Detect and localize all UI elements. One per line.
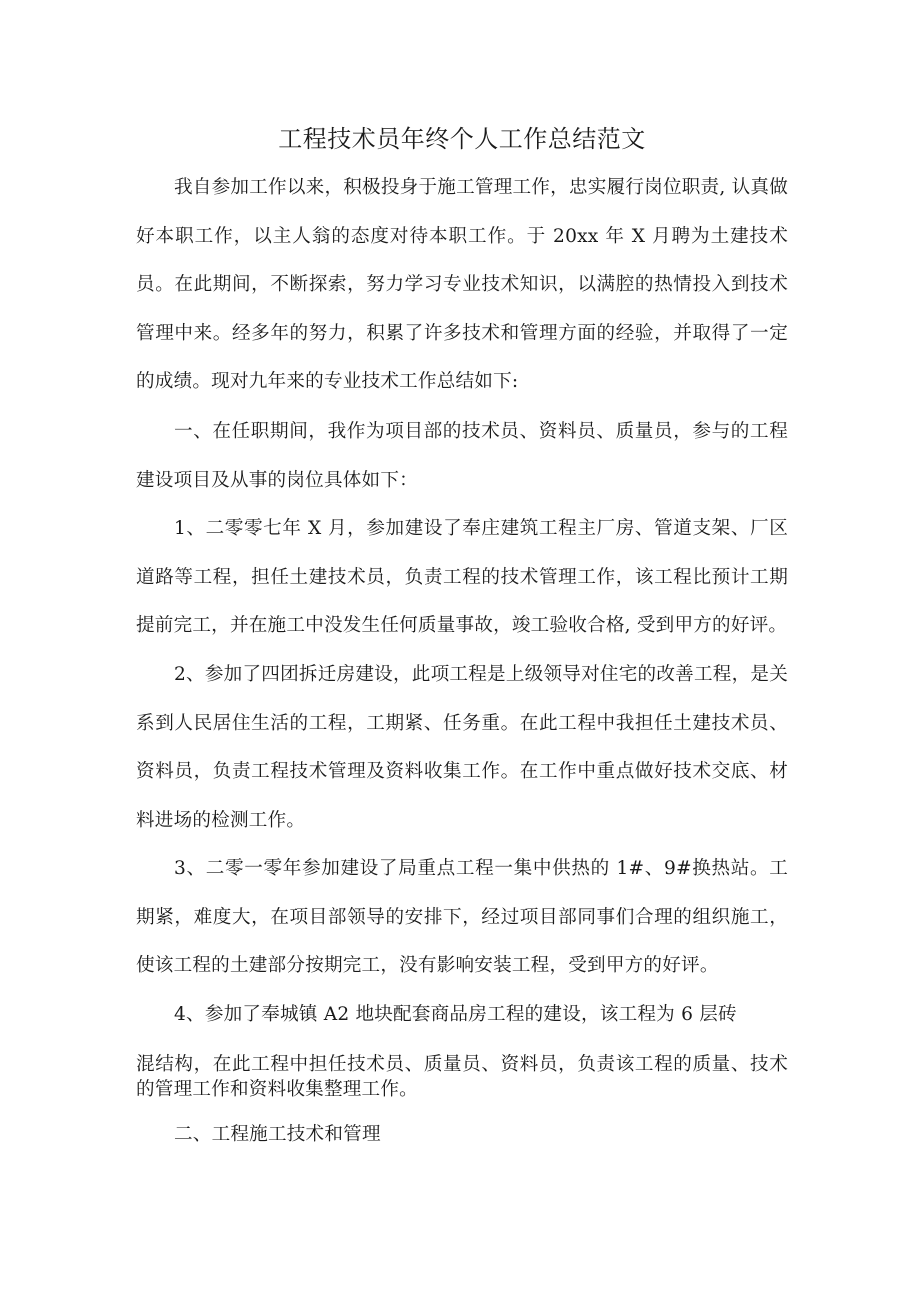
paragraph-item-4-line-1: 4、参加了奉城镇 A2 地块配套商品房工程的建设，该工程为 6 层砖	[174, 1004, 737, 1025]
paragraph-intro: 我自参加工作以来，积极投身于施工管理工作，忠实履行岗位职责, 认真做好本职工作，以主人翁的态度对待本职工作。于 20xx 年 X 月聘为土建技术员。在此期间，不断探索，努力学习专业技术知识，以满腔的热情投入到技术管理中来。经多年的努力，积累了许多技术和管理方面的经验，并取得了一定的成绩。现对九年来的专业技术工作总结如下:	[136, 177, 788, 392]
paragraph-item-3: 3、二零一零年参加建设了局重点工程一集中供热的 1#、9#换热站。工期紧，难度大，在项目部领导的安排下，经过项目部同事们合理的组织施工，使该工程的土建部分按期完工，没有影响安装工程，受到甲方的好评。	[136, 858, 788, 976]
paragraph-item-4-line-2: 混结构，在此工程中担任技术员、质量员、资料员，负责该工程的质量、技术的管理工作和资料收集整理工作。	[136, 1054, 788, 1100]
paragraph-section-2-heading: 二、工程施工技术和管理	[174, 1124, 381, 1145]
paragraph-item-1: 1、二零零七年 X 月，参加建设了奉庄建筑工程主厂房、管道支架、厂区道路等工程，担任土建技术员，负责工程的技术管理工作，该工程比预计工期提前完工，并在施工中没发生任何质量事故，竣工验收合格, 受到甲方的好评。	[136, 518, 788, 636]
paragraph-item-2: 2、参加了四团拆迁房建设，此项工程是上级领导对住宅的改善工程，是关系到人民居住生活的工程，工期紧、任务重。在此工程中我担任土建技术员、资料员，负责工程技术管理及资料收集工作。在工作中重点做好技术交底、材料进场的检测工作。	[136, 664, 788, 831]
document-title: 工程技术员年终个人工作总结范文	[278, 125, 646, 153]
paragraph-section-1-heading: 一、在任职期间，我作为项目部的技术员、资料员、质量员，参与的工程建设项目及从事的岗位具体如下：	[136, 421, 788, 491]
